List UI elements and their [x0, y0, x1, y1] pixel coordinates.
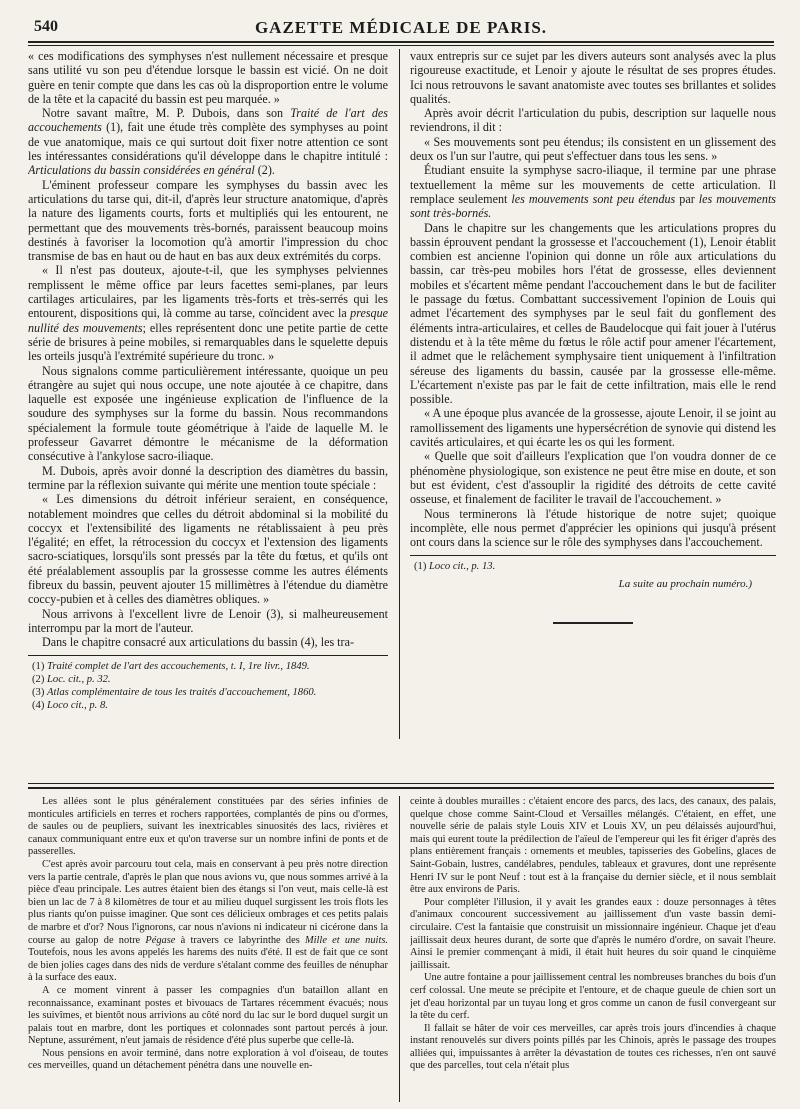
lower-right-column [410, 796, 776, 1102]
feuilleton-rule [28, 783, 774, 784]
lower-left-column [28, 796, 388, 1102]
paragraph: « Ses mouvements sont peu étendus; ils consistent en un glissement des deux os l'un sur l'autre, qui peut s'effectuer dans tous les sens. » [410, 134, 776, 164]
paragraph: Les allées sont le plus généralement constituées par des séries infinies de monticules artificiels en terres et rochers rapportées, complantés de pins ou d'ormes, de saules ou de peupliers, suivant les inextricables sinuosités des lacs, rivières et canaux communiquant entre eux et qu'on traverse sur un nombre infini de ponts et de passerelles. [28, 796, 388, 858]
continued-note: La suite au prochain numéro.) [618, 578, 752, 591]
feuilleton-rule-thick [28, 787, 774, 789]
paragraph: « Il n'est pas douteux, ajoute-t-il, que les symphyses pelviennes remplissent le même office par leurs facettes semi-planes, par leurs cartilages articulaires, par les ligaments très-forts et très-serrés qui les entourent, dispositions qui, là comme au tarse, coïncident avec la presque nullité des mouvements; elles représentent donc une petite partie de cette série de brisures à peine mobiles, si remarquables dans le squelette depuis les orteils jusqu'à l'extrémité supérieure du tronc. » [28, 263, 388, 364]
footnote: (1) Traité complet de l'art des accouchements, t. I, 1re livr., 1849. [32, 661, 310, 673]
paragraph: ceinte à doubles murailles : c'étaient encore des parcs, des lacs, des canaux, des palais, quelque chose comme Saint-Cloud et Versailles mélangés. C'étaient, en effet, une nouvelle série de palais style Louis XIV et Louis XV, un peu délaissés aujourd'hui, mais qui eurent toute la prédilection de l'aïeul de l'empereur qui les fit ériger d'après des plans entièrement français : ornements et meubles, tapisseries des Gobelins, glaces de Saint-Gobain, lustres, candélabres, pendules, tableaux et gravures, dont une représente Henri IV sur le pont Neuf : tout est à la française du dernier siècle, et il nous semblait être aux environs de Paris. [410, 796, 776, 896]
paragraph: Dans le chapitre consacré aux articulations du bassin (4), les tra- [42, 635, 354, 650]
paragraph: Nous arrivons à l'excellent livre de Lenoir (3), si malheureusement interrompu par la mort de l'auteur. [28, 606, 388, 635]
footnote-rule [410, 555, 776, 556]
paragraph: « ces modifications des symphyses n'est nullement nécessaire et presque sans utilité vu son peu d'étendue lorsque le bassin est vicié. On ne doit guère en tenir compte que dans les cas où la disproportion entre le volume de la tête et la capacité du bassin est peu marquée. » [28, 49, 388, 106]
paragraph: C'est après avoir parcouru tout cela, mais en conservant à peu près notre direction vers la partie centrale, d'après le plan que nous avions vu, que nous sommes arrivé à la pièce d'eau principale. Les autres étaient bien des étangs si l'on veut, mais celle-là est bien un lac de 7 à 8 kilomètres de tour et au milieu duquel surgissent les trois flots les plus riants qu'on puisse imaginer. Que sont ces délicieux ombrages et ces petits palais de marbre et d'or? Nous l'ignorons, car nous n'avions ni indicateur ni cicérone dans la course au galop de notre Pégase à travers ce labyrinthe des Mille et une nuits. Toutefois, nous les avons appelés les harems des nuits d'été. Il est de fait que ce sont de bien jolies cages dans des nids de verdure s'étalant comme des feuilles de nénuphar à la surface des eaux. [28, 858, 388, 984]
column-divider [399, 796, 400, 1102]
page-header [28, 18, 774, 40]
paragraph: Une autre fontaine a pour jaillissement central les nombreuses branches du bois d'un cerf colossal. Une meute se précipite et l'entoure, et de chaque gueule de chien sort un jet d'eau horizontal par un tuyau long et gros comme un canon de fusil convergeant sur la tête du cerf. [410, 972, 776, 1022]
paragraph: L'éminent professeur compare les symphyses du bassin avec les articulations du tarse qui, dit-il, d'après leur structure anatomique, d'après la nature des ligaments courts, forts et multipliés qui les entourent, ne permettant que des mouvements très-bornés, paraissent beaucoup moins destinés à favoriser la locomotion qu'à amortir l'impression du choc transmise de bas en haut ou de haut en bas aux deux extrémités du corps. [28, 177, 388, 264]
paragraph: A ce moment vinrent à passer les compagnies d'un bataillon allant en reconnaissance, examinant postes et bivouacs de Tartares récemment évacués; nous les suivîmes, et bientôt nous arrivions au côté nord du lac sur le bord duquel surgit un palais tout en marbre, dont les portiques et colonnades sont partout percés à jour. Neptune, assurément, n'eut jamais de résidence d'été plus superbe que celle-là. [28, 984, 388, 1047]
end-rule [553, 622, 633, 624]
paragraph: vaux entrepris sur ce sujet par les divers auteurs sont analysés avec la plus rigoureuse exactitude, et Lenoir y ajoute le résultat de ses propres études. Ici nous retrouvons le savant anatomiste avec toutes ses brillantes et solides qualités. [410, 49, 776, 106]
paragraph: Il fallait se hâter de voir ces merveilles, car après trois jours d'incendies à chaque instant renouvelés sur divers points pillés par les Chinois, après le passage des troupes alliées qui, impuissantes à arrêter la dévastation de toutes ces richesses, n'en ont sauvé que des parcelles, tout cela n'était plus [410, 1022, 776, 1072]
paragraph: M. Dubois, après avoir donné la description des diamètres du bassin, termine par la réflexion suivante qui mérite une mention toute spéciale : [28, 463, 388, 492]
footnote-rule [28, 655, 388, 656]
upper-right-column [410, 49, 776, 739]
footnote: (3) Atlas complémentaire de tous les traités d'accouchement, 1860. [32, 687, 317, 699]
footnote: (4) Loco cit., p. 8. [32, 700, 108, 712]
header-rule [28, 41, 774, 43]
footnotes [28, 660, 388, 712]
paragraph: Dans le chapitre sur les changements que les articulations propres du bassin éprouvent pendant la grossesse et l'accouchement (1), Lenoir établit combien est ancienne l'opinion qui donne un rôle aux articulations du bassin, car très-peu mobiles hors l'état de grossesse, elles deviennent mobiles et s'écartent même pendant l'accouchement dans le but de faciliter le passage du fœtus. Combattant successivement l'opinion de Louis qui admet l'écartement des symphyses par le seul fait du gonflement des éléments intra-articulaires, et celles de Baudelocque qui fait jouer à l'utérus distendu et à la tête même du fœtus le rôle actif pour amener l'écartement, il admet que le relâchement symphysaire tient uniquement à l'infiltration séreuse des ligaments du bassin, causée par la grossesse elle-même. L'écartement n'existe pas par le fait de cette infiltration, mais elle le rend possible. [410, 220, 776, 407]
paragraph: « Les dimensions du détroit inférieur seraient, en conséquence, notablement moindres que celles du détroit abdominal si la mobilité du coccyx et l'extensibilité des ligaments ne rétablissaient à peu près l'égalité; en effet, la rétrocession du coccyx et l'extension des ligaments sacro-sciatiques, lorsqu'ils sont pressés par la tête du fœtus, et qu'ils ont été préalablement assouplis par la grossesse comme les autres éléments fibreux du bassin, peuvent ajouter 15 millimètres à l'étendue du diamètre coccy-pubien et à celles des diamètres obliques. » [28, 492, 388, 607]
footnote: (1) Loco cit., p. 13. [414, 561, 496, 573]
paragraph: Nous signalons comme particulièrement intéressante, quoique un peu étrangère au sujet qui nous occupe, une note ajoutée à ce chapitre, dans laquelle est exposée une ingénieuse explication de l'influence de la soudure des symphyses sur la forme du bassin. Nous recommandons spécialement la formule toute géométrique à l'aide de laquelle M. le professeur Gavarret démontre le mécanisme de la déformation consécutive à l'ankylose sacro-iliaque. [28, 363, 388, 464]
footnotes [410, 560, 776, 573]
header-rule-thin [28, 45, 774, 46]
paragraph: Après avoir décrit l'articulation du pubis, description sur laquelle nous reviendrons, il dit : [410, 106, 776, 135]
paragraph: Pour compléter l'illusion, il y avait les grandes eaux : douze personnages à têtes d'animaux concourent successivement au jaillissement d'un vaste bassin demi-circulaire. C'est la fantaisie que construisit un missionnaire ingénieur. Chaque jet d'eau jaillissait deux heures durant, de sorte que d'après le numéro d'ordre, on savait l'heure. Ainsi le premier commençant à midi, il était huit heures du soir quand le cinquième jaillissait. [410, 896, 776, 971]
page-number: 540 [34, 18, 58, 35]
upper-left-column [28, 49, 388, 739]
paragraph: « Quelle que soit d'ailleurs l'explication que l'on voudra donner de ce phénomène physiologique, son existence ne peut être mise en doute, et son but est évident, c'est d'assouplir la rigidité des détroits de cette cavité osseuse, et finalement de faciliter le travail de l'accouchement. » [410, 449, 776, 507]
paragraph: Nous pensions en avoir terminé, dans notre exploration à vol d'oiseau, de toutes ces merveilles, quand un détachement pénétra dans une nouvelle en- [28, 1047, 388, 1072]
paragraph: « A une époque plus avancée de la grossesse, ajoute Lenoir, il se joint au ramollissement des ligaments une hypersécrétion de synovie qui distend les cavités articulaires, et qui écarte les os qui les forment. [410, 406, 776, 450]
column-divider [399, 49, 400, 739]
paragraph: Étudiant ensuite la symphyse sacro-iliaque, il termine par une phrase textuellement la même sur les mouvements de cette articulation. Il remplace seulement les mouvements sont peu étendus par les mouvements sont très-bornés. [410, 163, 776, 221]
journal-title: GAZETTE MÉDICALE DE PARIS. [254, 18, 548, 37]
paragraph: Notre savant maître, M. P. Dubois, dans son Traité de l'art des accouchements (1), fait une étude très complète des symphyses au point de vue anatomique, mais ce qui surtout doit fixer notre attention ce sont les intéressantes considérations qu'il développe dans le chapitre intitulé : Articulations du bassin considérées en général (2). [28, 106, 388, 178]
paragraph: Nous terminerons là l'étude historique de notre sujet; quoique incomplète, elle nous permet d'apprécier les opinions qui jusqu'à présent ont cours dans la science sur le rôle des symphyses dans l'accouchement. [410, 506, 776, 550]
footnote: (2) Loc. cit., p. 32. [32, 674, 111, 686]
